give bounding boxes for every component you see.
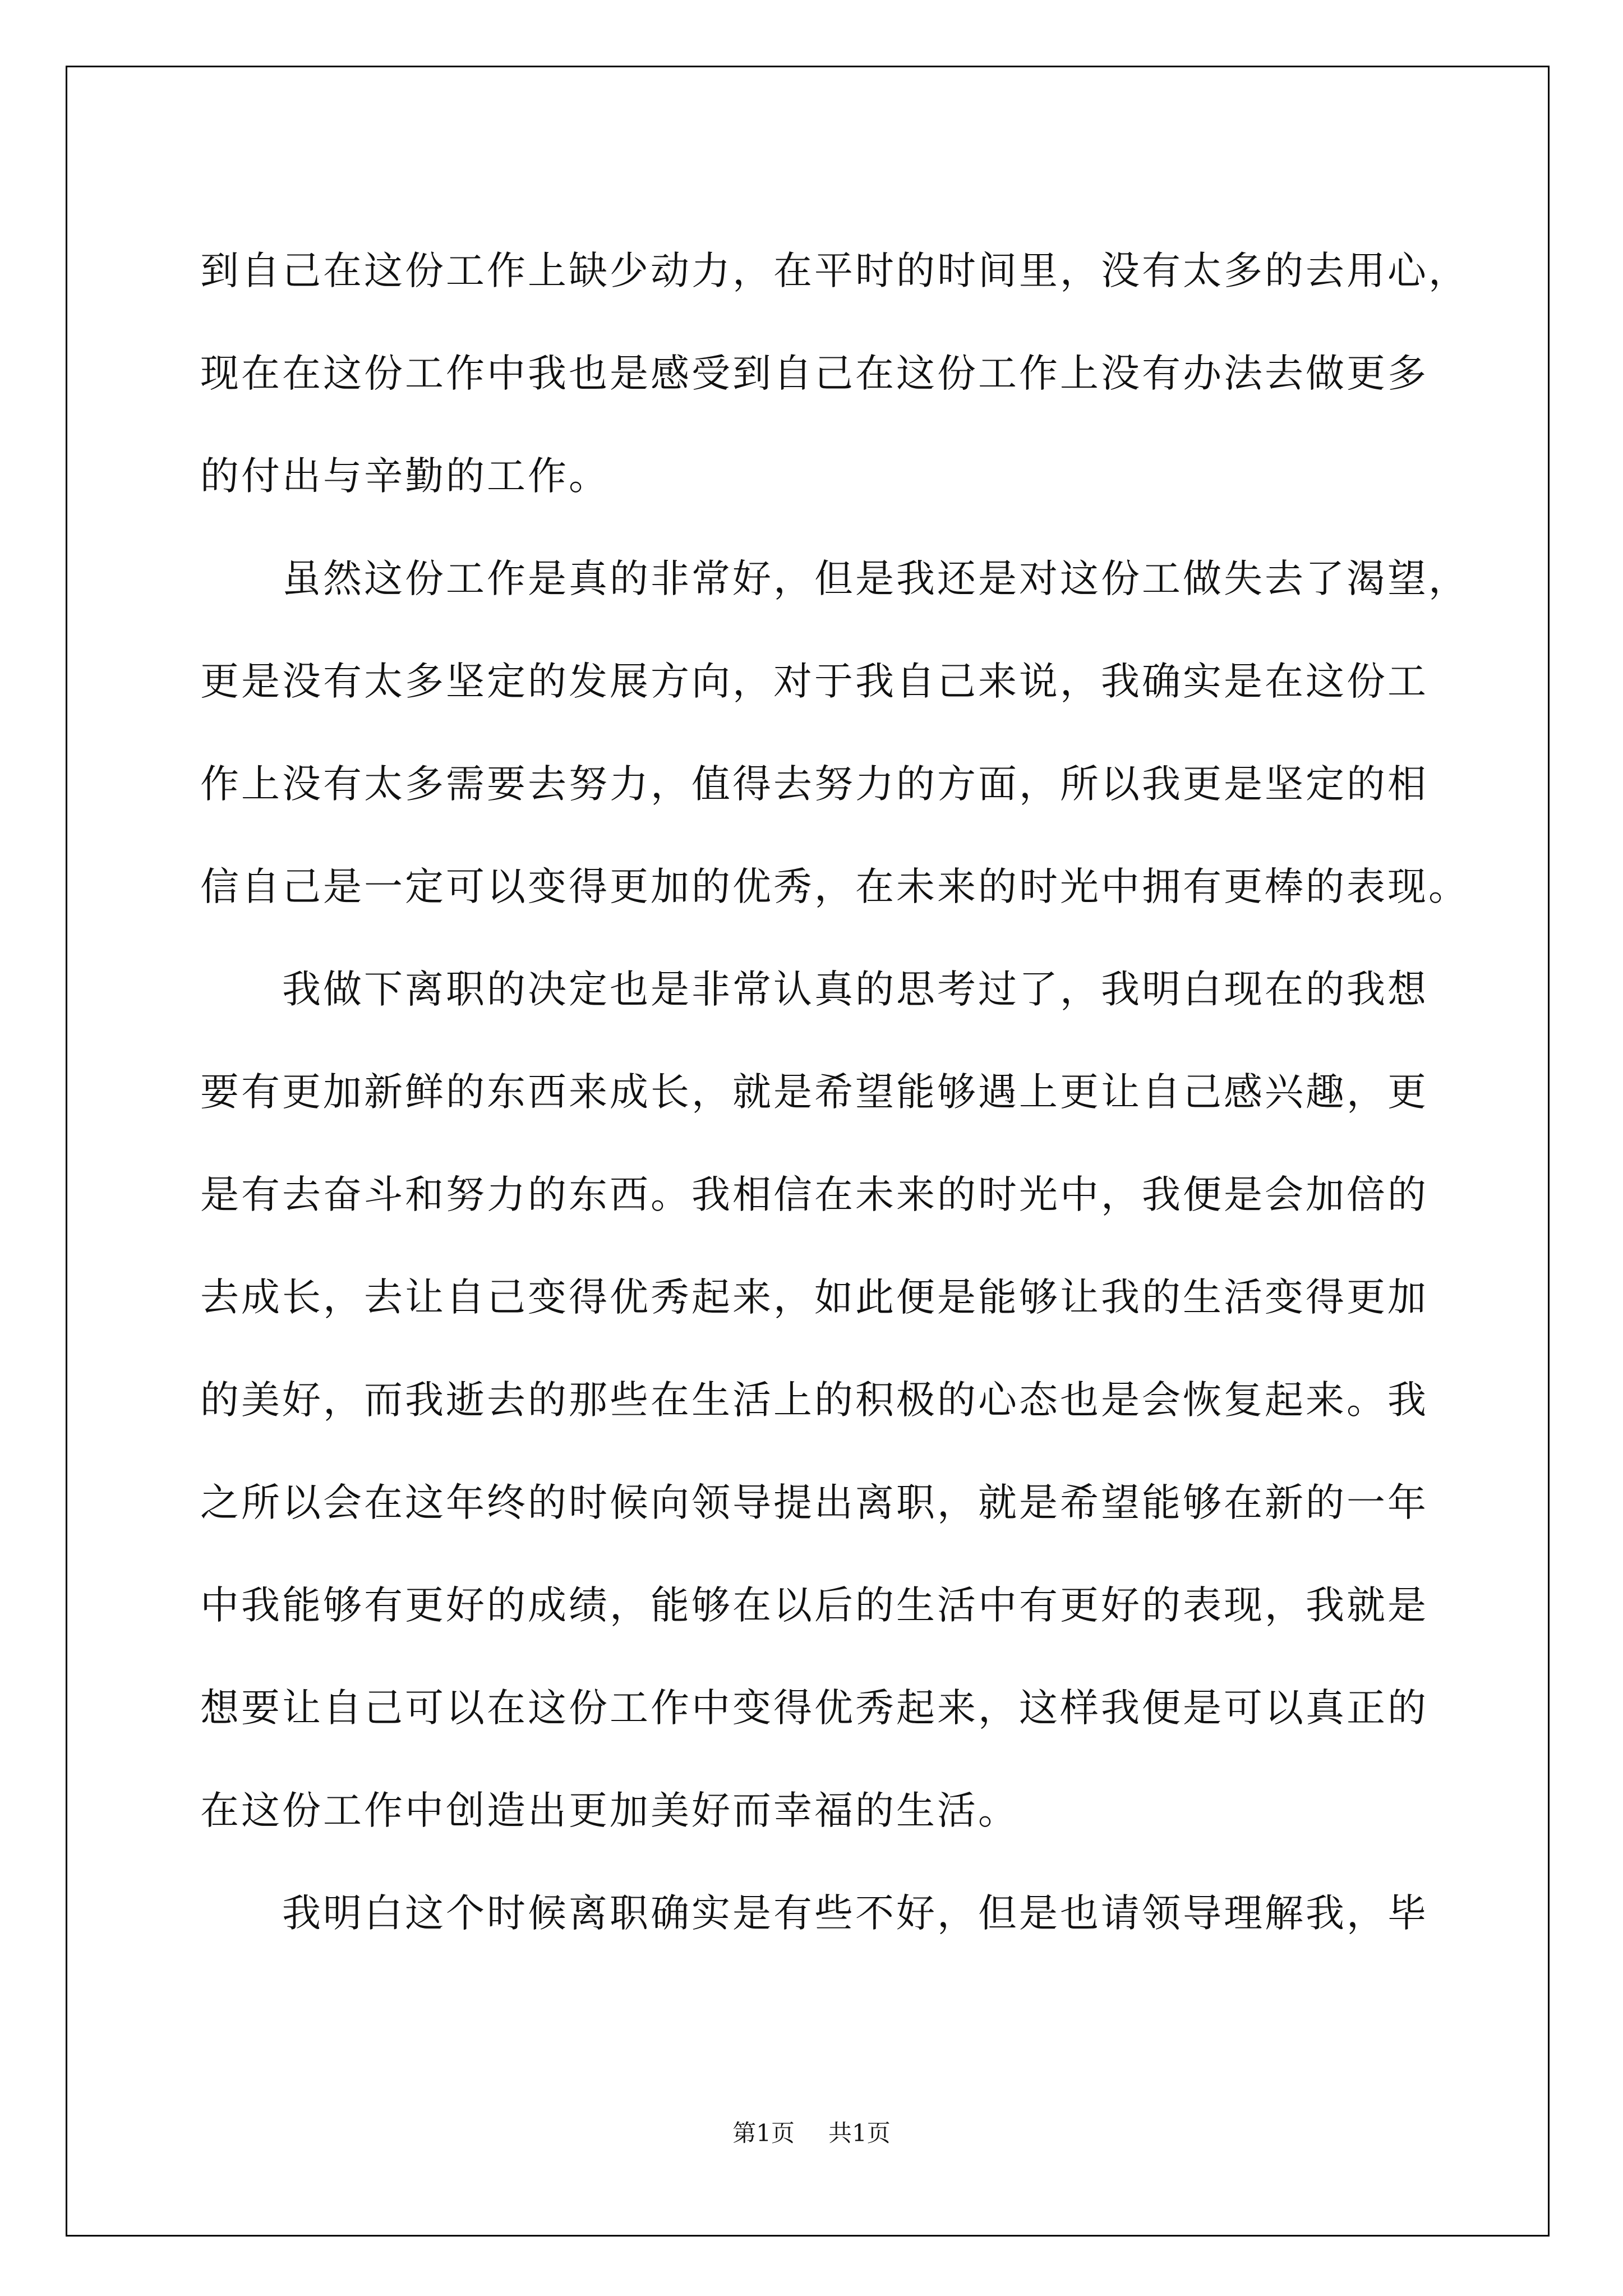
text-line-15: 想要让自己可以在这份工作中变得优秀起来，这样我便是可以真正的 <box>200 1686 1428 1731</box>
text-line-4: 虽然这份工作是真的非常好，但是我还是对这份工做失去了渴望， <box>282 556 1469 601</box>
text-line-7: 信自己是一定可以变得更加的优秀，在未来的时光中拥有更棒的表现。 <box>200 864 1469 909</box>
page-number: 第1页 <box>732 2119 795 2147</box>
text-line-16: 在这份工作中创造出更加美好而幸福的生活。 <box>200 1788 1019 1833</box>
text-line-9: 要有更加新鲜的东西来成长，就是希望能够遇上更让自己感兴趣，更 <box>200 1070 1428 1115</box>
text-line-5: 更是没有太多坚定的发展方向，对于我自己来说，我确实是在这份工 <box>200 659 1428 704</box>
text-line-3: 的付出与辛勤的工作。 <box>200 454 610 499</box>
document-body <box>200 220 1469 1965</box>
text-line-2: 现在在这份工作中我也是感受到自己在这份工作上没有办法去做更多 <box>200 351 1428 396</box>
text-line-13: 之所以会在这年终的时候向领导提出离职，就是希望能够在新的一年 <box>200 1480 1428 1525</box>
text-line-14: 中我能够有更好的成绩，能够在以后的生活中有更好的表现，我就是 <box>200 1583 1428 1628</box>
text-line-1: 到自己在这份工作上缺少动力，在平时的时间里，没有太多的去用心， <box>200 249 1469 293</box>
page-footer <box>0 2115 1623 2148</box>
text-line-17: 我明白这个时候离职确实是有些不好，但是也请领导理解我，毕 <box>282 1891 1428 1936</box>
page-total: 共1页 <box>828 2119 891 2147</box>
text-line-6: 作上没有太多需要去努力，值得去努力的方面，所以我更是坚定的相 <box>200 762 1428 807</box>
text-line-10: 是有去奋斗和努力的东西。我相信在未来的时光中，我便是会加倍的 <box>200 1172 1428 1217</box>
text-line-8: 我做下离职的决定也是非常认真的思考过了，我明白现在的我想 <box>282 967 1428 1012</box>
text-line-11: 去成长，去让自己变得优秀起来，如此便是能够让我的生活变得更加 <box>200 1275 1428 1320</box>
text-line-12: 的美好，而我逝去的那些在生活上的积极的心态也是会恢复起来。我 <box>200 1378 1428 1423</box>
